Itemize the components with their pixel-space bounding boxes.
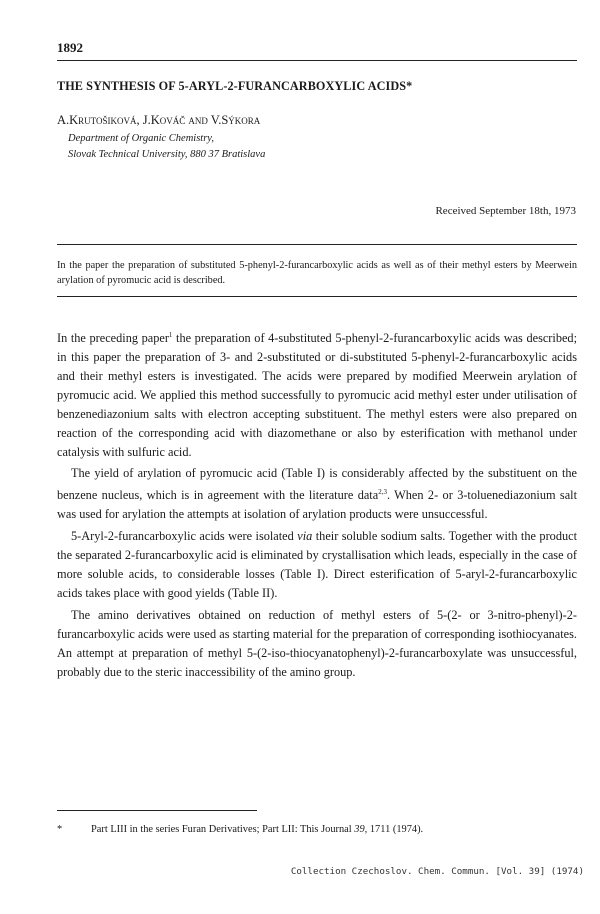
received-date: Received September 18th, 1973 [435,205,576,217]
article-authors: A.Krutošiková, J.Kováč and V.Sýkora [57,113,261,127]
article-body [57,326,577,685]
reference-superscript: 1 [168,331,173,339]
article-title: THE SYNTHESIS OF 5-ARYL-2-FURANCARBOXYLIC ACIDS* [57,79,413,93]
abstract: In the paper the preparation of substituted 5-phenyl-2-furancarboxylic acids as well as of their methyl esters by Meerwein arylation of pyromucic acid is described. [57,260,577,286]
body-paragraph-3: 5-Aryl-2-furancarboxylic acids were isolated via their soluble sodium salts. Together with the product the separated 2-furancarboxylic acid is eliminated by crystallisation which leads, especially in the case of more soluble acids, to considerable losses (Table I). Direct esterification of 5-aryl-2-furancarboxylic acids takes place with good yields (Table II). [57,529,577,600]
page-number: 1892 [57,40,83,55]
footnote-volume: 39, [354,824,368,835]
body-paragraph-4: The amino derivatives obtained on reduction of methyl esters of 5-(2- or 3-nitro-phenyl)-2-furancarboxylic acids were used as starting material for the preparation of corresponding isothiocyanates. An attempt at preparation of methyl 5-(2-iso-thiocyanatophenyl)-2-furancarboxylate was unsuccessful, probably due to the steric inaccessibility of the amino group. [57,607,577,679]
reference-superscript: 2,3 [378,488,387,497]
abstract-rule-bottom [57,296,577,297]
body-paragraph-2: The yield of arylation of pyromucic acid (Table I) is considerably affected by the substituent on the benzene nucleus, which is in agreement with the literature data$^{2,3}$. When 2- or 3-toluenediazonium salt was used for arylation the attempts at isolation of arylation products were unsuccessful. [57,466,577,522]
header-rule [57,60,577,61]
footnote-rule [57,810,257,811]
affiliation-university: Slovak Technical University, 880 37 Bratislava [68,149,266,160]
footnote: * Part LIII in the series Furan Derivatives; Part LII: This Journal 39, 1711 (1974). [57,824,424,835]
footnote-mark: * [57,824,63,835]
italic-via: via [297,529,313,544]
running-footer: Collection Czechoslov. Chem. Commun. [Vol. 39] (1974) [290,866,584,877]
affiliation-department: Department of Organic Chemistry, [68,133,215,144]
abstract-rule-top [57,244,577,245]
body-paragraph-1: In the preceding paper$^1$ the preparation of 4-substituted 5-phenyl-2-furancarboxylic acids was described; in this paper the preparation of 3- and 2-substituted or di-substituted 5-phenyl-2-furancarboxylic acids and their methyl esters is investigated. The acids were prepared by modified Meerwein arylation of pyromucic acid. We applied this method successfully to pyromucic acid methyl ester under utilisation of benzenediazonium salts with electron accepting substituent. The methyl esters were also prepared on reaction of the corresponding acid with diazomethane or also by esterification with methanol under catalysis with sulfuric acid. [57,331,577,459]
